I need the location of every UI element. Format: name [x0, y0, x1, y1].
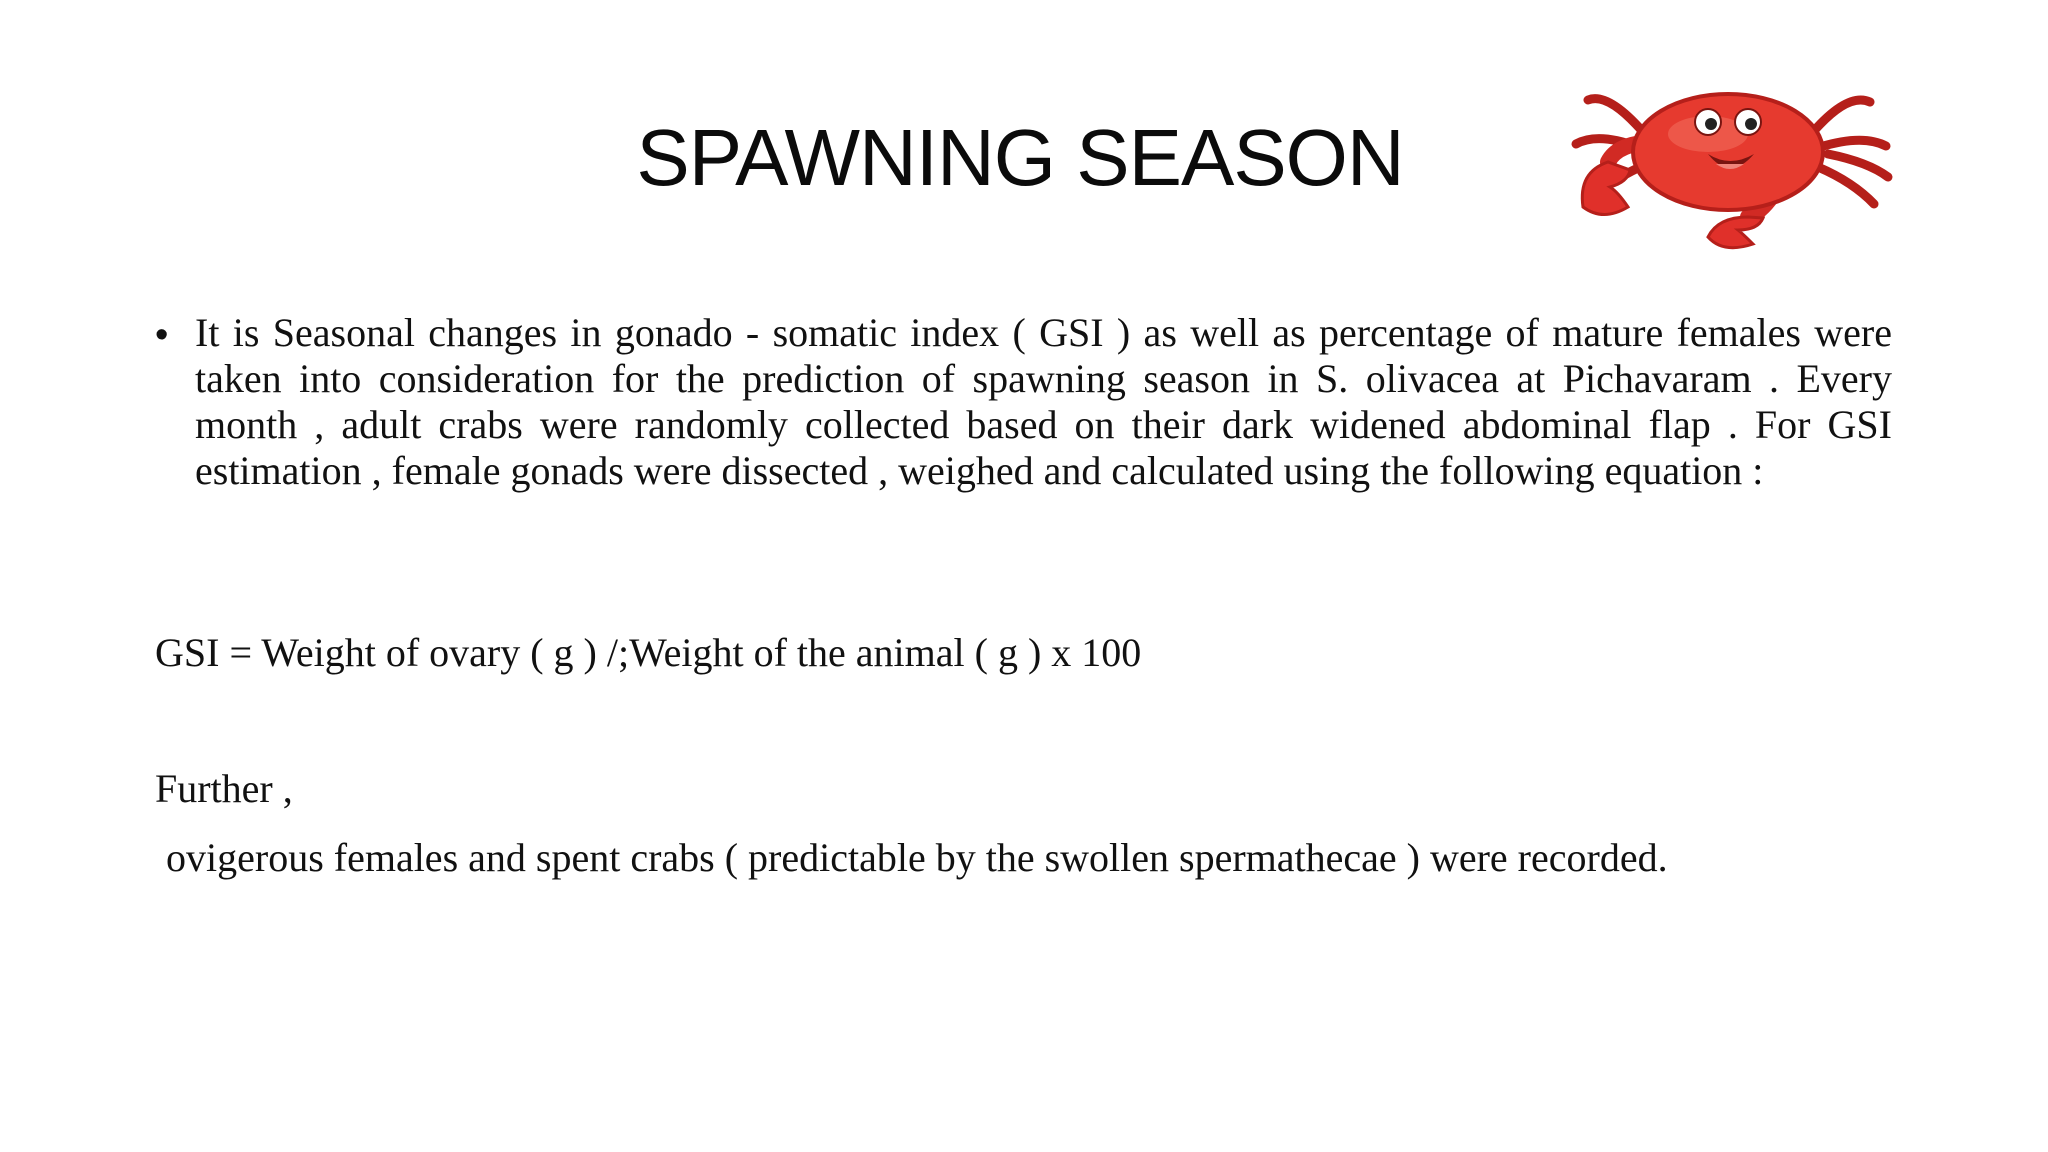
crab-image — [1548, 22, 1910, 284]
slide-title: SPAWNING SEASON — [636, 113, 1404, 202]
ovigerous-text: ovigerous females and spent crabs ( predictable by the swollen spermathecae ) were recorded. — [166, 835, 1668, 880]
bullet-item — [155, 310, 1892, 494]
gsi-equation: GSI = Weight of ovary ( g ) /;Weight of the animal ( g ) x 100 — [155, 630, 1142, 675]
bullet-symbol: • — [155, 314, 169, 356]
further-text: Further , — [155, 766, 293, 811]
crab-icon — [1548, 22, 1910, 284]
bullet-text: It is Seasonal changes in gonado - somatic index ( GSI ) as well as percentage of mature females were taken into consideration for the prediction of spawning season in S. olivacea at Pichavaram . Every month , adult crabs were randomly collected based on their dark widened abdominal flap . For GSI estimation , female gonads were dissected , weighed and calculated using the following equation : — [195, 310, 1892, 493]
